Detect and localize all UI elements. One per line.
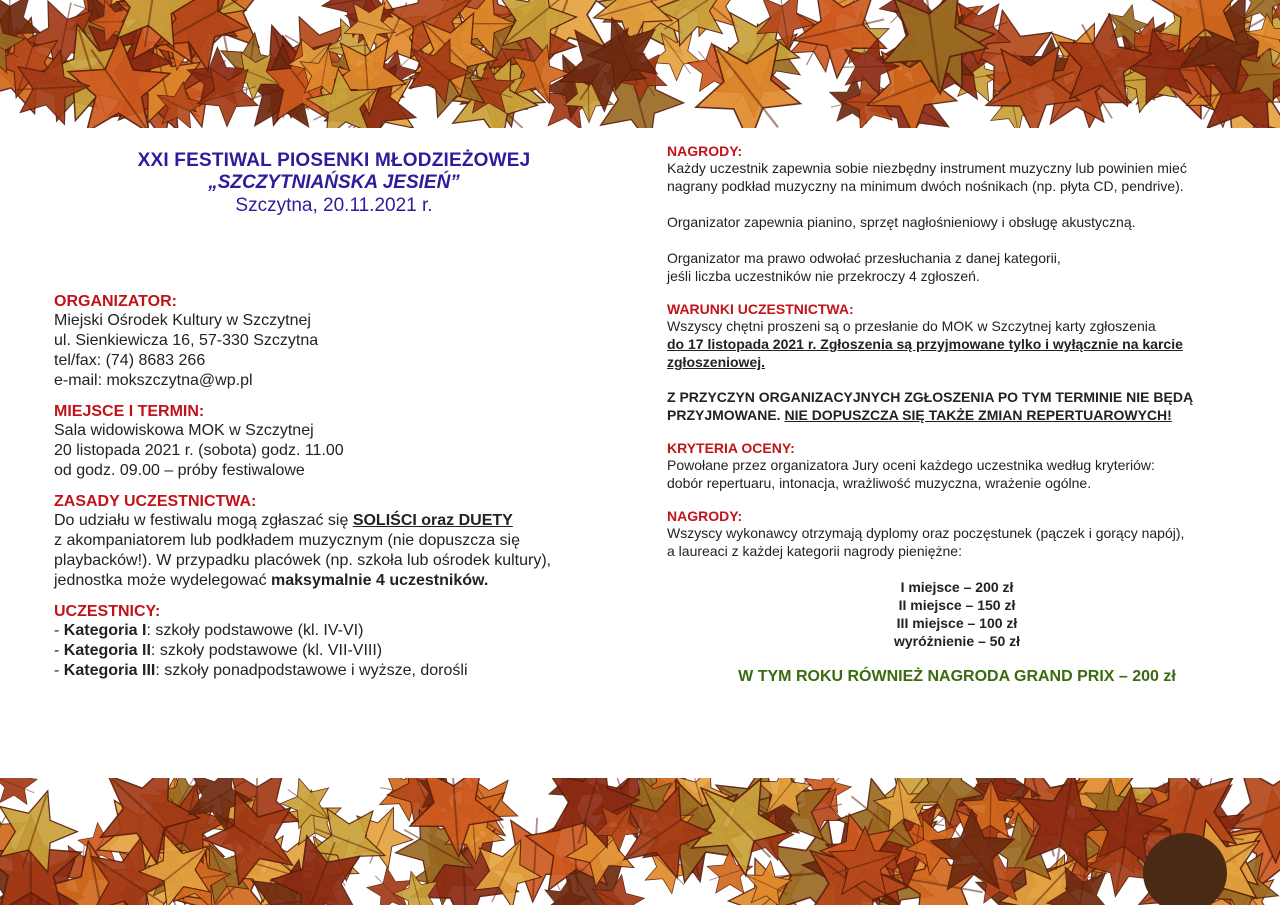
- miejsce-rehearsal: od godz. 09.00 – próby festiwalowe: [54, 462, 305, 479]
- left-column: [54, 150, 614, 681]
- warunki-text: Wszyscy chętni proszeni są o przesłanie do MOK w Szczytnej karty zgłoszenia: [667, 318, 1156, 334]
- prize-item: III miejsce – 100 zł: [896, 615, 1018, 631]
- prize-item: I miejsce – 200 zł: [900, 579, 1014, 595]
- nagrody-heading: NAGRODY:: [667, 143, 743, 159]
- zasady-soloists-duets: SOLIŚCI oraz DUETY: [352, 512, 513, 529]
- nagrody-heading: NAGRODY:: [667, 508, 743, 524]
- nagrody-organizer-provides: Organizator zapewnia pianino, sprzęt nagłośnieniowy i obsługę akustyczną.: [667, 214, 1136, 230]
- warunki-heading: WARUNKI UCZESTNICTWA:: [667, 301, 854, 317]
- category-label: Kategoria I: [63, 622, 147, 639]
- organizator-phone: tel/fax: (74) 8683 266: [54, 352, 206, 369]
- category-label: Kategoria III: [63, 662, 156, 679]
- festival-title-block: [54, 150, 614, 217]
- nagrody-cancel-note-1: Organizator ma prawo odwołać przesłuchania z danej kategorii,: [667, 250, 1061, 266]
- organizator-section: [54, 293, 614, 391]
- kryteria-heading: KRYTERIA OCENY:: [667, 440, 795, 456]
- nagrody-line-1: Wszyscy wykonawcy otrzymają dyplomy oraz poczęstunek (pączek i gorący napój),: [667, 525, 1185, 541]
- zasady-text-part: z akompaniatorem lub podkładem muzycznym (nie dopuszcza się playbacków!). W przypadku placówek (np. szkoła lub ośrodek kultury), jednostka może wydelegować: [54, 532, 552, 589]
- zasady-heading: ZASADY UCZESTNICTWA:: [54, 493, 257, 510]
- uczestnicy-heading: UCZESTNICY:: [54, 603, 161, 620]
- warunki-warning: [667, 388, 1227, 424]
- category-label: Kategoria II: [63, 642, 151, 659]
- organizator-email: e-mail: mokszczytna@wp.pl: [54, 372, 253, 389]
- nagrody-cancel-note-2: jeśli liczba uczestników nie przekroczy 4 zgłoszeń.: [667, 268, 980, 284]
- category-desc: : szkoły ponadpodstawowe i wyższe, dorośli: [155, 662, 468, 679]
- miejsce-venue: Sala widowiskowa MOK w Szczytnej: [54, 422, 314, 439]
- zasady-text: [54, 511, 584, 591]
- festival-date: Szczytna, 20.11.2021 r.: [235, 195, 433, 216]
- leaves-illustration: [0, 778, 1280, 905]
- nagrody-equipment-section: [667, 143, 1247, 285]
- right-column: [667, 143, 1247, 686]
- organizator-heading: ORGANIZATOR:: [54, 293, 177, 310]
- organizator-name: Miejski Ośrodek Kultury w Szczytnej: [54, 312, 311, 329]
- leaves-illustration: [0, 0, 1280, 128]
- organizator-address: ul. Sienkiewicza 16, 57-330 Szczytna: [54, 332, 319, 349]
- zasady-section: [54, 493, 614, 591]
- warunki-deadline: do 17 listopada 2021 r. Zgłoszenia są przyjmowane tylko i wyłącznie na karcie zgłoszeniowej.: [667, 336, 1183, 370]
- miejsce-date: 20 listopada 2021 r. (sobota) godz. 11.00: [54, 442, 344, 459]
- nagrody-equipment-text: Każdy uczestnik zapewnia sobie niezbędny instrument muzyczny lub powinien mieć nagrany podkład muzyczny na minimum dwóch nośnikach (np. płyta CD, pendrive).: [667, 160, 1187, 194]
- autumn-leaves-top-border: [0, 0, 1280, 128]
- nagrody-line-2: a laureaci z każdej kategorii nagrody pieniężne:: [667, 543, 962, 559]
- uczestnicy-section: [54, 603, 614, 681]
- prize-list: [667, 578, 1247, 650]
- nagrody-prizes-section: [667, 508, 1247, 686]
- category-item: - Kategoria II: szkoły podstawowe (kl. VII-VIII): [54, 642, 383, 659]
- category-desc: : szkoły podstawowe (kl. VII-VIII): [150, 642, 383, 659]
- prize-item: II miejsce – 150 zł: [898, 597, 1016, 613]
- grand-prix-note: W TYM ROKU RÓWNIEŻ NAGRODA GRAND PRIX – 200 zł: [738, 668, 1176, 685]
- category-item: - Kategoria I: szkoły podstawowe (kl. IV-VI): [54, 622, 364, 639]
- prize-item: wyróżnienie – 50 zł: [893, 633, 1021, 649]
- warunki-section: [667, 301, 1247, 424]
- miejsce-heading: MIEJSCE I TERMIN:: [54, 403, 205, 420]
- zasady-text-part: Do udziału w festiwalu mogą zgłaszać się: [54, 512, 353, 529]
- category-desc: : szkoły podstawowe (kl. IV-VI): [146, 622, 364, 639]
- miejsce-section: [54, 403, 614, 481]
- warunki-no-changes: NIE DOPUSZCZA SIĘ TAKŻE ZMIAN REPERTUAROWYCH!: [784, 407, 1172, 423]
- warunki-warning-part: Z PRZYCZYN ORGANIZACYJNYCH ZGŁOSZENIA PO TYM TERMINIE NIE BĘDĄ PRZYJMOWANE.: [667, 389, 1194, 423]
- festival-title: XXI FESTIWAL PIOSENKI MŁODZIEŻOWEJ: [137, 150, 531, 171]
- autumn-leaves-bottom-border: [0, 778, 1280, 905]
- kryteria-line-2: dobór repertuaru, intonacja, wrażliwość muzyczna, wrażenie ogólne.: [667, 475, 1092, 491]
- category-item: - Kategoria III: szkoły ponadpodstawowe i wyższe, dorośli: [54, 662, 468, 679]
- kryteria-section: [667, 440, 1247, 492]
- zasady-max-participants: maksymalnie 4 uczestników.: [271, 572, 489, 589]
- kryteria-line-1: Powołane przez organizatora Jury oceni każdego uczestnika według kryteriów:: [667, 457, 1155, 473]
- festival-subtitle: „SZCZYTNIAŃSKA JESIEŃ”: [208, 172, 460, 193]
